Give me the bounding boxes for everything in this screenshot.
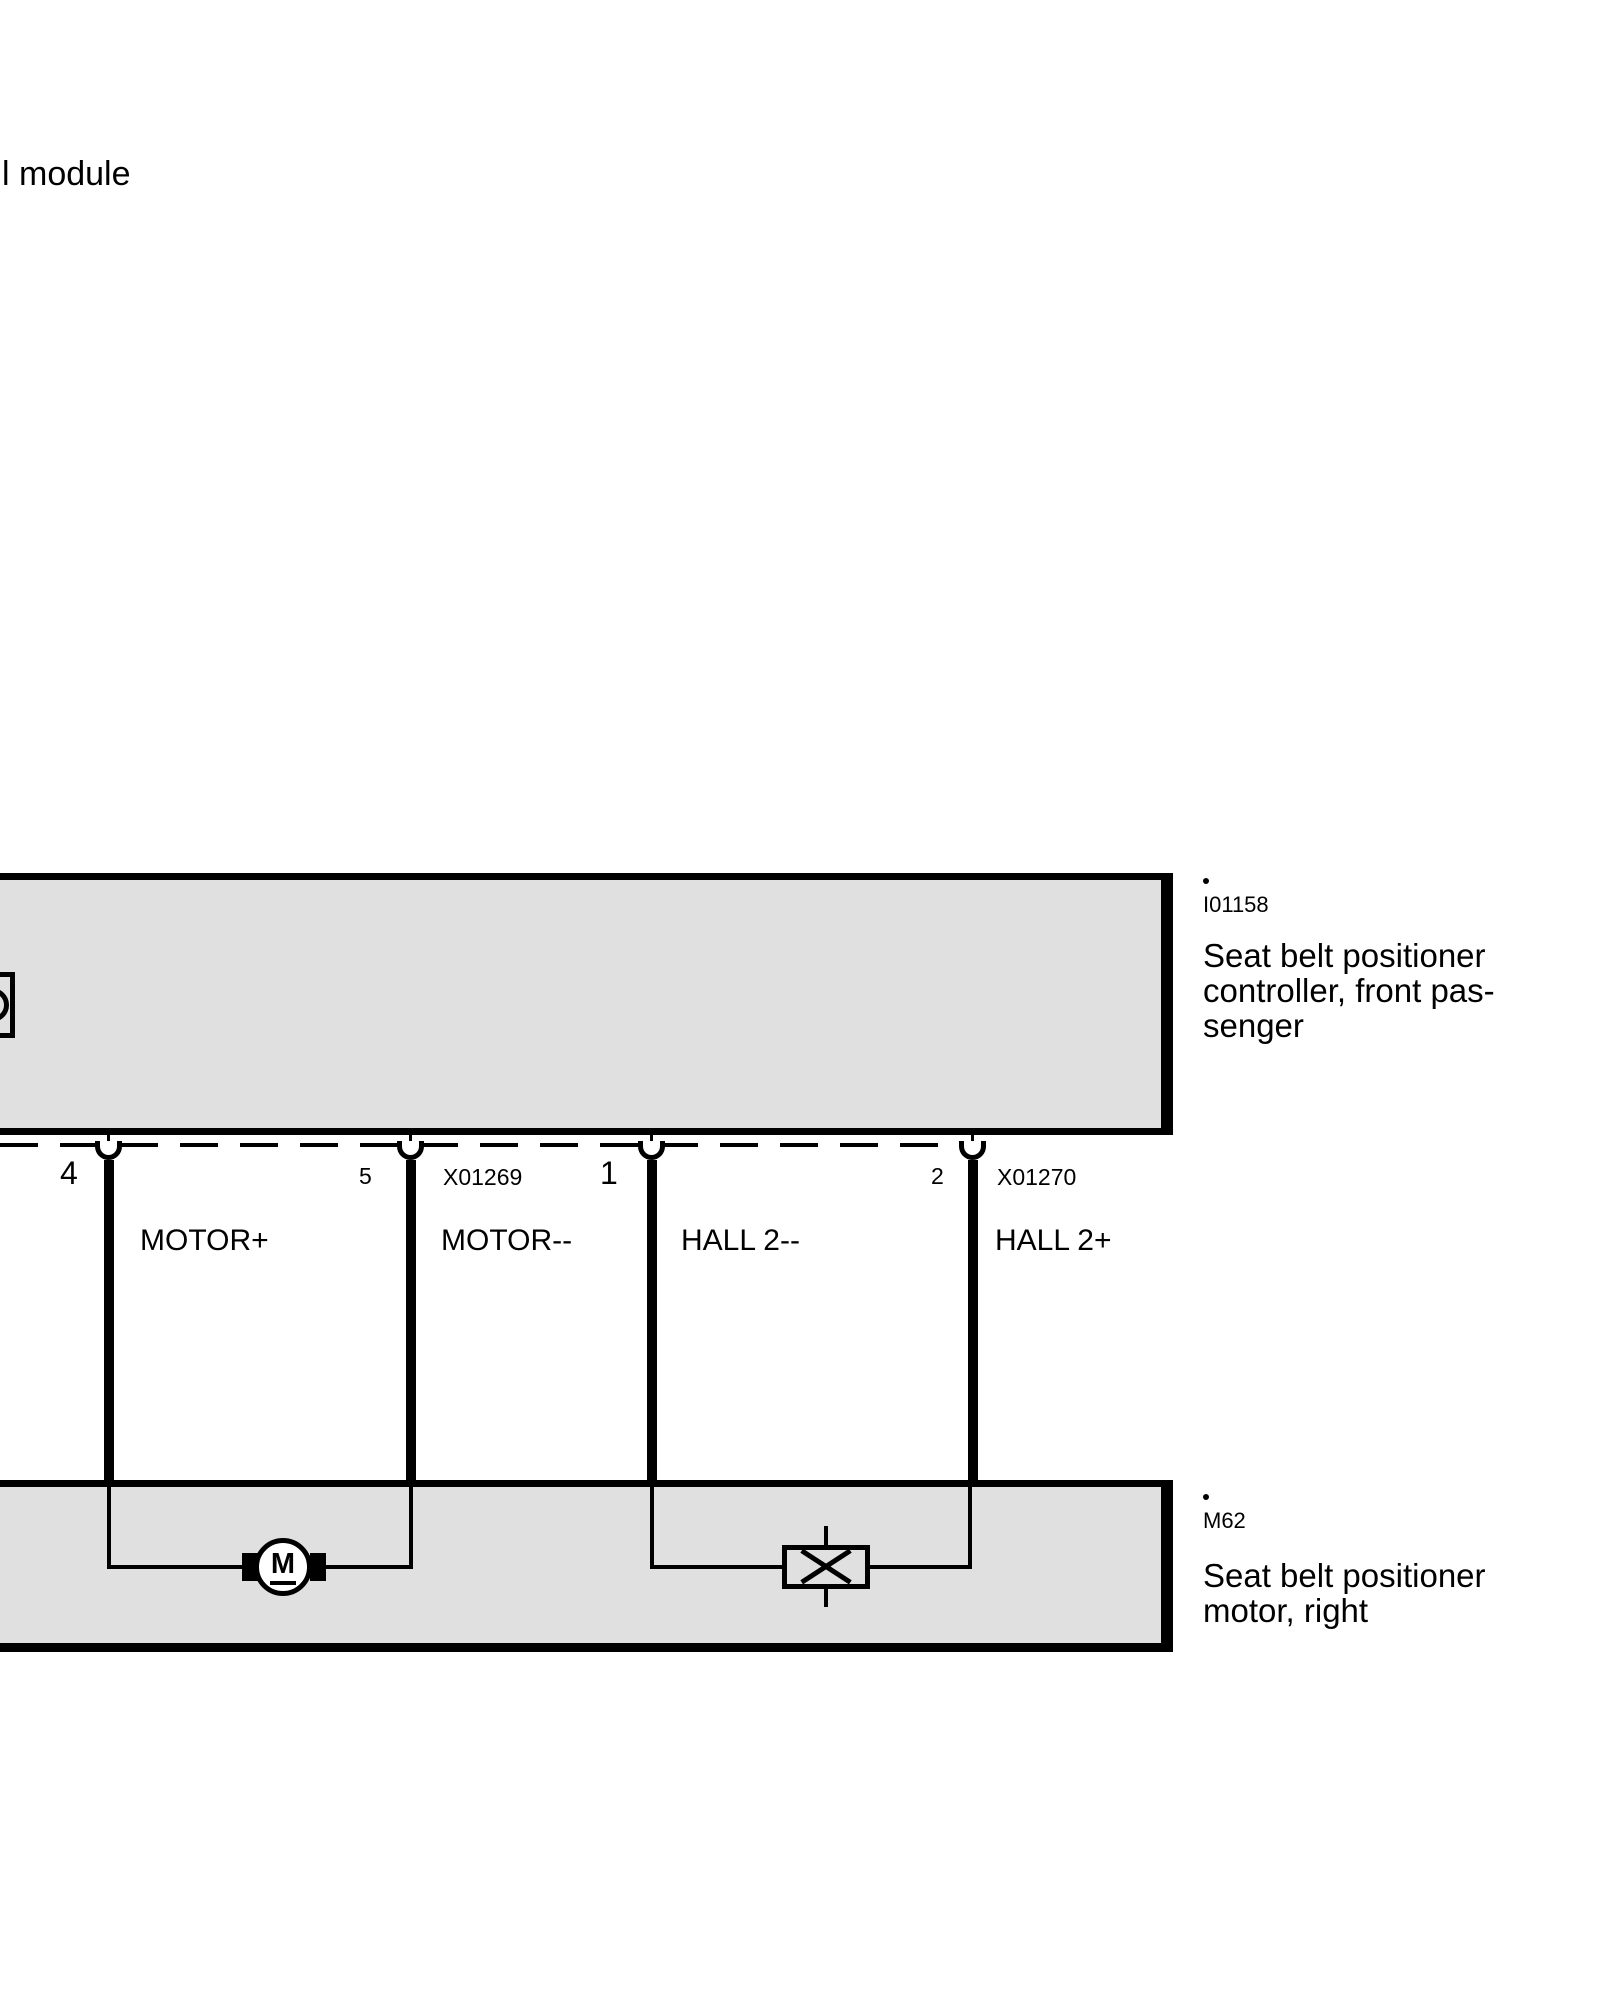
motor-symbol-icon	[254, 1538, 312, 1596]
controller-name-line3: senger	[1203, 1007, 1304, 1044]
pin-number-4: 4	[60, 1155, 78, 1191]
controller-name-line2: controller, front pas-	[1203, 972, 1495, 1009]
circuit-line	[107, 1487, 111, 1569]
circuit-line	[107, 1565, 244, 1569]
ref-dot	[1203, 878, 1209, 884]
controller-box	[0, 873, 1173, 1135]
signal-label-motor-plus: MOTOR+	[140, 1224, 269, 1257]
wire-hall2-plus	[968, 1160, 978, 1487]
circuit-line	[868, 1565, 972, 1569]
motor-ref: M62	[1203, 1508, 1246, 1533]
wire-hall2-minus	[647, 1160, 657, 1487]
controller-ref: I01158	[1203, 892, 1269, 917]
connector-boundary-dashed-line	[0, 1143, 975, 1147]
pin-number-2: 2	[931, 1163, 944, 1189]
motor-name-line2: motor, right	[1203, 1592, 1369, 1629]
wire-motor-minus	[406, 1160, 416, 1487]
signal-label-hall2-plus: HALL 2+	[995, 1224, 1112, 1257]
pin-socket-icon	[397, 1141, 424, 1160]
pin-number-1: 1	[600, 1155, 618, 1191]
circuit-line	[650, 1487, 654, 1569]
ref-dot	[1203, 1494, 1209, 1500]
motor-name	[1203, 1558, 1486, 1628]
connector-id-x01270: X01270	[997, 1164, 1077, 1190]
hall-tick-top	[824, 1526, 828, 1545]
signal-label-motor-minus: MOTOR--	[441, 1224, 573, 1257]
circuit-line	[968, 1487, 972, 1569]
circuit-line	[409, 1487, 413, 1569]
pin-number-5: 5	[359, 1163, 372, 1189]
circuit-line	[326, 1565, 413, 1569]
signal-label-hall2-minus: HALL 2--	[681, 1224, 800, 1257]
motor-brush-right	[310, 1553, 326, 1581]
motor-name-line1: Seat belt positioner	[1203, 1557, 1486, 1594]
hall-tick-bottom	[824, 1588, 828, 1607]
controller-name-line1: Seat belt positioner	[1203, 937, 1486, 974]
wire-motor-plus	[104, 1160, 114, 1487]
pin-socket-icon	[638, 1141, 665, 1160]
circuit-line	[650, 1565, 784, 1569]
controller-name	[1203, 938, 1495, 1043]
pin-socket-icon	[95, 1141, 122, 1160]
header-partial-text: l module	[2, 155, 131, 193]
connector-id-x01269: X01269	[443, 1164, 523, 1190]
pin-socket-icon	[959, 1141, 986, 1160]
motor-letter: M	[270, 1550, 296, 1585]
